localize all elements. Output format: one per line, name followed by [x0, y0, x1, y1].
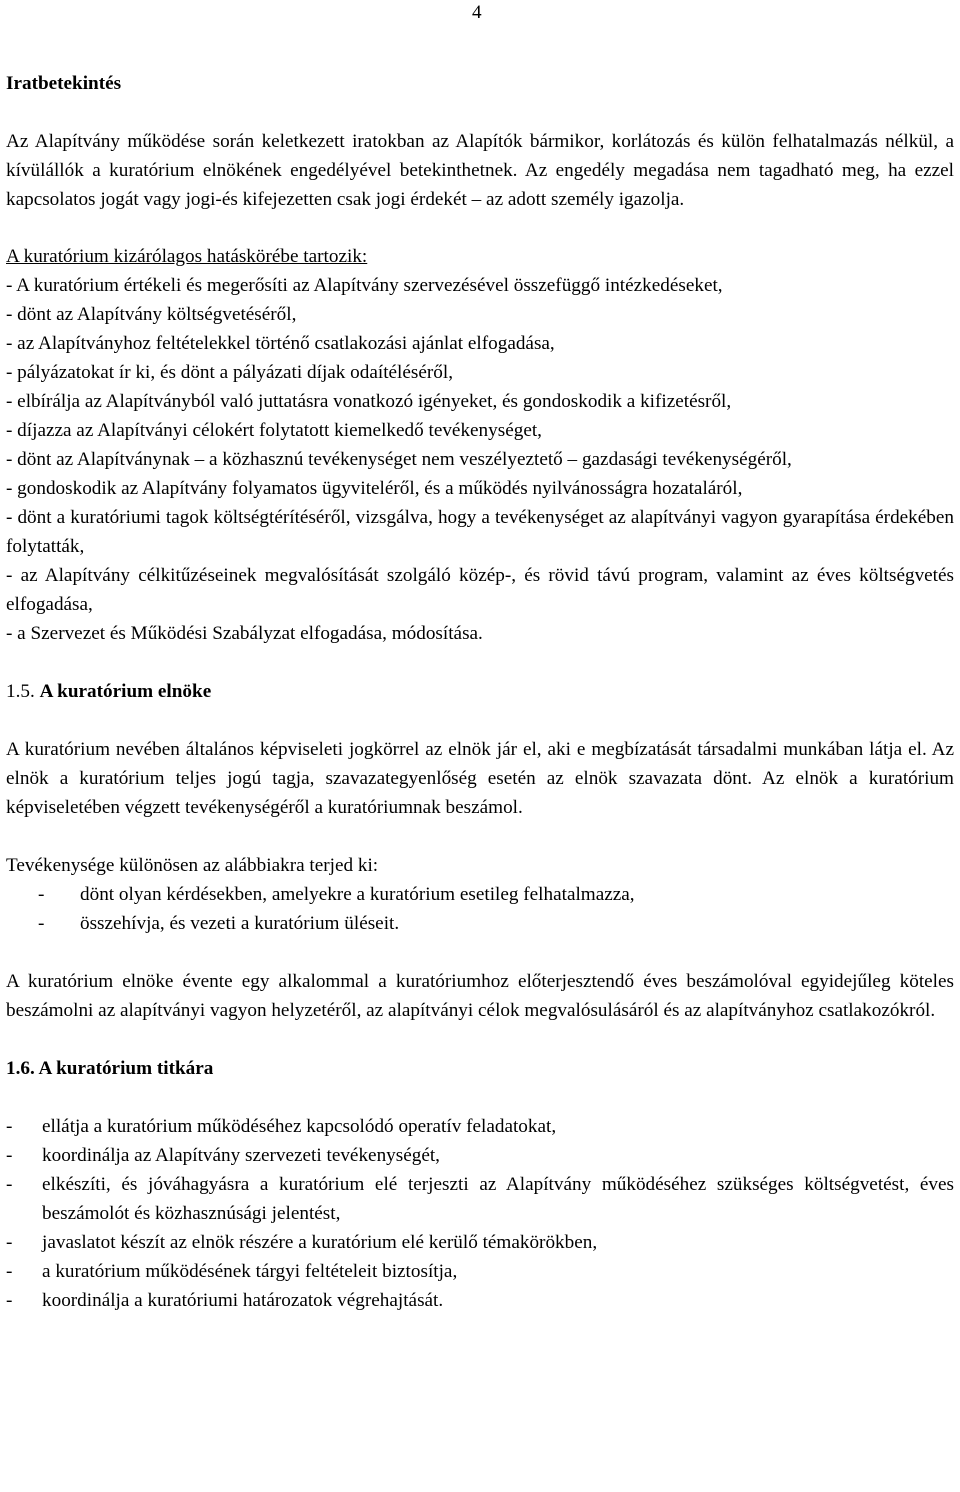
dash-marker: -: [6, 1116, 13, 1137]
list-item: [6, 1141, 954, 1170]
dash-marker: -: [6, 1261, 13, 1282]
list-kizarolagos: [6, 271, 954, 648]
dash-marker: -: [6, 1145, 13, 1166]
document-page: [6, 69, 954, 1315]
list-titkar: [6, 1112, 954, 1315]
page-number: 4: [472, 2, 482, 23]
dash-marker: -: [38, 884, 45, 905]
list-item: [6, 1170, 954, 1228]
list-item: - díjazza az Alapítványi célokért folytatott kiemelkedő tevékenységet,: [6, 420, 542, 441]
list-item: - dönt az Alapítványnak – a közhasznú tevékenységet nem veszélyeztető – gazdasági tevékenységéről,: [6, 449, 792, 470]
section-title-iratbetekintes: Iratbetekintés: [6, 73, 122, 94]
section-title-titkar: 1.6. A kuratórium titkára: [6, 1058, 214, 1079]
list-item-text: elkészíti, és jóváhagyásra a kuratórium elé terjeszti az Alapítvány működéséhez szükséges költségvetést, éves beszámolót és közhasznúsági jelentést,: [42, 1174, 954, 1224]
list-item: - dönt a kuratóriumi tagok költségtérítéséről, vizsgálva, hogy a tevékenységet az alapítványi vagyon gyarapítása érdekében folytatták,: [6, 507, 954, 557]
list-item-text: ellátja a kuratórium működéséhez kapcsolódó operatív feladatokat,: [42, 1116, 557, 1137]
list-item: - az Alapítvány célkitűzéseinek megvalósítását szolgáló közép-, és rövid távú program, valamint az éves költségvetés elfogadása,: [6, 565, 954, 615]
list-item: [6, 1112, 954, 1141]
paragraph-elnok-1: A kuratórium nevében általános képviseleti jogkörrel az elnök jár el, aki e megbízatását társadalmi munkában látja el. Az elnök a kuratórium teljes jogú tagja, szavazategyenlőség esetén az elnök szavazata dönt. Az elnök a kuratórium képviseletében végzett tevékenységéről a kuratóriumnak beszámol.: [6, 739, 954, 818]
list-item: - a Szervezet és Működési Szabályzat elfogadása, módosítása.: [6, 623, 483, 644]
paragraph-iratbetekintes: Az Alapítvány működése során keletkezett iratokban az Alapítók bármikor, korlátozás és külön felhatalmazás nélkül, a kívülállók a kuratórium elnökének engedélyével betekinthetnek. Az engedély megadása nem tagadható meg, ha ezzel kapcsolatos jogát vagy jogi-és kifejezetten csak jogi érdekét – az adott személy igazolja.: [6, 131, 954, 210]
list-item: - pályázatokat ír ki, és dönt a pályázati díjak odaítéléséről,: [6, 362, 453, 383]
list-item-text: javaslatot készít az elnök részére a kuratórium elé kerülő témakörökben,: [42, 1232, 598, 1253]
list-item: - elbírálja az Alapítványból való juttatásra vonatkozó igényeket, és gondoskodik a kifizetésről,: [6, 391, 732, 412]
dash-marker: -: [6, 1174, 13, 1195]
list-item: [6, 1257, 954, 1286]
list-item: [6, 880, 954, 909]
list-intro-elnok: Tevékenysége különösen az alábbiakra terjed ki:: [6, 855, 379, 876]
list-item: [6, 909, 954, 938]
list-item: [6, 1286, 954, 1315]
list-item-text: dönt olyan kérdésekben, amelyekre a kuratórium esetileg felhatalmazza,: [80, 884, 635, 905]
list-item: - gondoskodik az Alapítvány folyamatos ügyviteléről, és a működés nyilvánosságra hozataláról,: [6, 478, 743, 499]
list-item: - A kuratórium értékeli és megerősíti az Alapítvány szervezésével összefüggő intézkedéseket,: [6, 275, 723, 296]
dash-marker: -: [6, 1232, 13, 1253]
dash-marker: -: [6, 1290, 13, 1311]
dash-marker: -: [38, 913, 45, 934]
list-title-kizarolagos: A kuratórium kizárólagos hatáskörébe tartozik:: [6, 246, 368, 267]
list-item-text: koordinálja az Alapítvány szervezeti tevékenységét,: [42, 1145, 440, 1166]
paragraph-elnok-2: A kuratórium elnöke évente egy alkalommal a kuratóriumhoz előterjesztendő éves beszámolóval egyidejűleg köteles beszámolni az alapítványi vagyon helyzetéről, az alapítványi célok megvalósulásáról és az alapítványhoz csatlakozókról.: [6, 971, 954, 1021]
section-title-elnok: [6, 677, 954, 706]
list-item: [6, 1228, 954, 1257]
section-number: 1.5.: [6, 681, 35, 702]
list-item: - dönt az Alapítvány költségvetéséről,: [6, 304, 297, 325]
list-item-text: koordinálja a kuratóriumi határozatok végrehajtását.: [42, 1290, 444, 1311]
list-item-text: összehívja, és vezeti a kuratórium üléseit.: [80, 913, 400, 934]
section-heading: A kuratórium elnöke: [39, 681, 212, 702]
list-item-text: a kuratórium működésének tárgyi feltételeit biztosítja,: [42, 1261, 458, 1282]
list-item: - az Alapítványhoz feltételekkel történő csatlakozási ajánlat elfogadása,: [6, 333, 555, 354]
